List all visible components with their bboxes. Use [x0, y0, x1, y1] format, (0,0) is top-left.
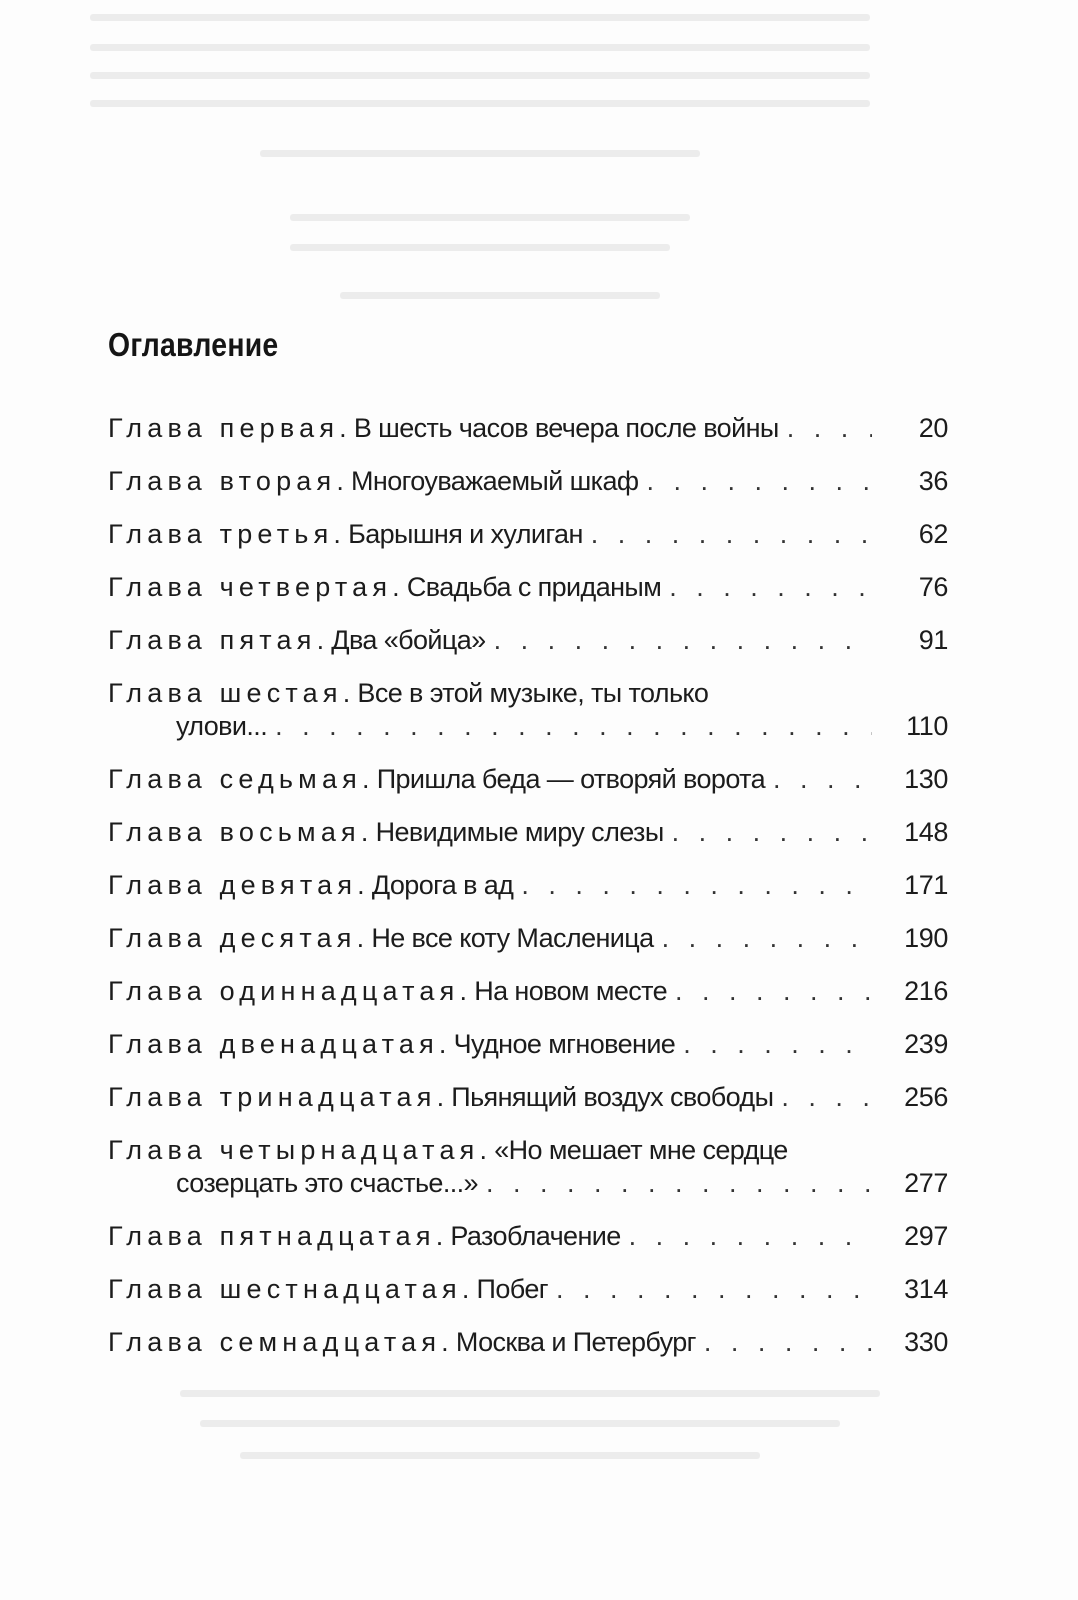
chapter-label: Глава тринадцатая. [108, 1082, 450, 1112]
chapter-title-continuation: улови... [176, 711, 268, 741]
page-number: 297 [904, 1221, 948, 1251]
dot-leader [494, 624, 872, 657]
toc-entry-line [108, 763, 948, 796]
toc-entry[interactable] [108, 571, 948, 604]
chapter-label: Глава вторая. [108, 466, 350, 496]
toc-entry-line [108, 1220, 948, 1253]
toc-entry-line [108, 465, 948, 498]
chapter-label: Глава одиннадцатая. [108, 976, 473, 1006]
toc-entry-line [108, 1273, 948, 1306]
dot-leader [662, 922, 872, 955]
table-of-contents [108, 326, 948, 1379]
toc-entry-line [108, 677, 948, 710]
toc-entry[interactable] [108, 677, 948, 743]
dot-leader [683, 1028, 872, 1061]
toc-entry[interactable] [108, 1134, 948, 1200]
chapter-label: Глава двенадцатая. [108, 1029, 452, 1059]
chapter-label: Глава восьмая. [108, 817, 374, 847]
toc-entry[interactable] [108, 412, 948, 445]
dot-leader [675, 975, 872, 1008]
dot-leader [629, 1220, 872, 1253]
toc-entry[interactable] [108, 518, 948, 551]
chapter-label: Глава третья. [108, 519, 347, 549]
chapter-label: Глава первая. [108, 413, 352, 443]
page-number: 314 [904, 1274, 948, 1304]
chapter-title: Пришла беда — отворяй ворота [376, 764, 766, 794]
toc-entry[interactable] [108, 1273, 948, 1306]
page-number: 130 [904, 764, 948, 794]
toc-entry[interactable] [108, 1220, 948, 1253]
chapter-label: Глава девятая. [108, 870, 370, 900]
dot-leader [275, 710, 872, 743]
dot-leader [773, 763, 872, 796]
toc-entries [108, 412, 948, 1359]
toc-entry[interactable] [108, 1326, 948, 1359]
toc-entry-line [108, 1326, 948, 1359]
chapter-title: Пьянящий воздух свободы [451, 1082, 774, 1112]
chapter-title: В шесть часов вечера после войны [353, 413, 779, 443]
dot-leader [787, 412, 872, 445]
page-number: 110 [906, 711, 948, 741]
chapter-title: Дорога в ад [371, 870, 514, 900]
dot-leader [647, 465, 872, 498]
page-number: 76 [918, 572, 948, 602]
chapter-label: Глава пятая. [108, 625, 330, 655]
chapter-title: Барышня и хулиган [348, 519, 583, 549]
toc-entry[interactable] [108, 816, 948, 849]
chapter-title: Москва и Петербург [455, 1327, 696, 1357]
page-number: 148 [904, 817, 948, 847]
page-number: 330 [904, 1327, 948, 1357]
page-number: 277 [904, 1168, 948, 1198]
toc-entry-line [108, 571, 948, 604]
toc-entry[interactable] [108, 465, 948, 498]
chapter-label: Глава семнадцатая. [108, 1327, 454, 1357]
chapter-label: Глава четвертая. [108, 572, 405, 602]
chapter-label: Глава шестая. [108, 678, 356, 708]
chapter-title: Невидимые миру слезы [375, 817, 664, 847]
toc-entry-line [108, 869, 948, 902]
toc-entry[interactable] [108, 869, 948, 902]
chapter-title: Побег [476, 1274, 548, 1304]
page-number: 62 [918, 519, 948, 549]
toc-entry-line [108, 816, 948, 849]
page-number: 190 [904, 923, 948, 953]
dot-leader [669, 571, 872, 604]
toc-entry-line [108, 624, 948, 657]
dot-leader [781, 1081, 872, 1114]
toc-entry-continuation [108, 1167, 948, 1200]
chapter-label: Глава шестнадцатая. [108, 1274, 475, 1304]
chapter-title: На новом месте [474, 976, 668, 1006]
toc-heading: Оглавление [108, 326, 279, 363]
page-number: 171 [904, 870, 948, 900]
toc-entry[interactable] [108, 1028, 948, 1061]
chapter-title: Все в этой музыке, ты только [357, 678, 709, 708]
toc-entry[interactable] [108, 922, 948, 955]
page-number: 36 [918, 466, 948, 496]
chapter-title: Многоуважаемый шкаф [351, 466, 639, 496]
toc-entry-line [108, 975, 948, 1008]
dot-leader [672, 816, 872, 849]
chapter-title: «Но мешает мне сердце [494, 1135, 788, 1165]
chapter-title-continuation: созерцать это счастье...» [176, 1168, 478, 1198]
toc-entry[interactable] [108, 624, 948, 657]
dot-leader [556, 1273, 872, 1306]
toc-entry[interactable] [108, 975, 948, 1008]
chapter-title: Разоблачение [450, 1221, 621, 1251]
chapter-label: Глава пятнадцатая. [108, 1221, 449, 1251]
chapter-title: Два «бойца» [331, 625, 486, 655]
page-number: 91 [918, 625, 948, 655]
dot-leader [521, 869, 872, 902]
dot-leader [591, 518, 872, 551]
chapter-label: Глава десятая. [108, 923, 370, 953]
toc-entry-line [108, 1134, 948, 1167]
dot-leader [486, 1167, 872, 1200]
toc-entry-continuation [108, 710, 948, 743]
chapter-label: Глава четырнадцатая. [108, 1135, 493, 1165]
page-number: 239 [904, 1029, 948, 1059]
toc-entry[interactable] [108, 763, 948, 796]
toc-entry-line [108, 412, 948, 445]
toc-entry-line [108, 1028, 948, 1061]
page-number: 20 [918, 413, 948, 443]
chapter-title: Свадьба с приданым [406, 572, 662, 602]
chapter-title: Не все коту Масленица [371, 923, 654, 953]
page-number: 256 [904, 1082, 948, 1112]
chapter-label: Глава седьмая. [108, 764, 375, 794]
toc-entry-line [108, 518, 948, 551]
toc-entry[interactable] [108, 1081, 948, 1114]
toc-entry-line [108, 922, 948, 955]
chapter-title: Чудное мгновение [453, 1029, 676, 1059]
page-number: 216 [904, 976, 948, 1006]
dot-leader [704, 1326, 872, 1359]
toc-entry-line [108, 1081, 948, 1114]
